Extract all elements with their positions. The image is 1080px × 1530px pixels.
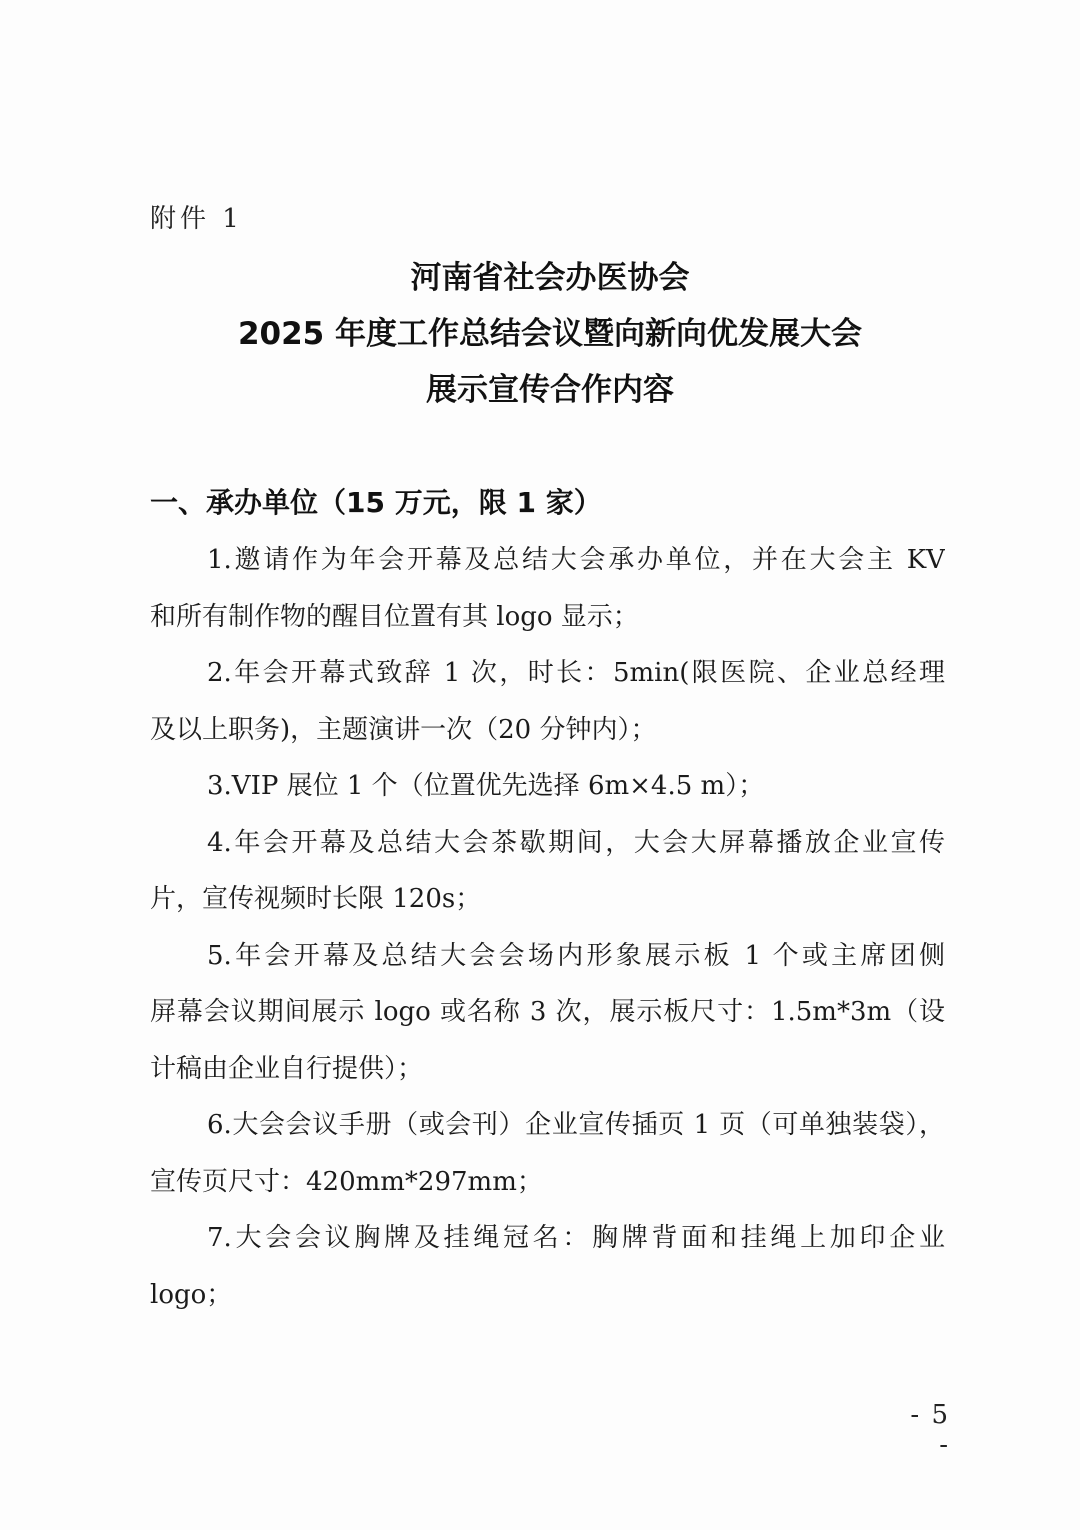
item-line: 7.大会会议胸牌及挂绳冠名：胸牌背面和挂绳上加印企业 xyxy=(207,1223,945,1253)
item-line: 计稿由企业自行提供）； xyxy=(150,1053,424,1084)
title-line-2: 2025 年度工作总结会议暨向新向优发展大会 xyxy=(237,316,863,352)
item-line: 和所有制作物的醒目位置有其 logo 显示； xyxy=(150,601,639,632)
title-line-3: 展示宣传合作内容 xyxy=(426,372,674,408)
list-item xyxy=(150,1097,945,1210)
list-item xyxy=(150,815,945,928)
list-item xyxy=(150,928,945,1098)
item-list xyxy=(150,532,945,1323)
attachment-label: 附件 1 xyxy=(150,204,243,234)
item-line: logo； xyxy=(150,1279,233,1310)
document-title xyxy=(100,250,1000,418)
title-line-1: 河南省社会办医协会 xyxy=(410,260,690,296)
item-line: 宣传页尺寸：420mm*297mm； xyxy=(150,1166,543,1197)
list-item xyxy=(150,645,945,758)
item-line: 片，宣传视频时长限 120s； xyxy=(150,884,482,914)
item-line: 1.邀请作为年会开幕及总结大会承办单位，并在大会主 KV xyxy=(207,545,945,575)
list-item xyxy=(150,758,945,815)
list-item xyxy=(150,532,945,645)
item-line: 4.年会开幕及总结大会茶歇期间，大会大屏幕播放企业宣传 xyxy=(207,827,945,858)
item-line: 及以上职务)，主题演讲一次（20 分钟内）； xyxy=(150,714,657,745)
section-heading: 一、承办单位（15 万元，限 1 家） xyxy=(150,486,602,519)
item-line: 屏幕会议期间展示 logo 或名称 3 次，展示板尺寸：1.5m*3m（设 xyxy=(150,997,945,1027)
item-line: 5.年会开幕及总结大会会场内形象展示板 1 个或主席团侧 xyxy=(207,940,945,971)
item-line: 3.VIP 展位 1 个（位置优先选择 6m×4.5 m）； xyxy=(207,771,765,801)
list-item xyxy=(150,1210,945,1323)
item-line: 6.大会会议手册（或会刊）企业宣传插页 1 页（可单独装袋）， xyxy=(207,1110,945,1140)
item-line: 2.年会开幕式致辞 1 次，时长：5min(限医院、企业总经理 xyxy=(207,658,945,688)
page-number: - 5 - xyxy=(910,1400,950,1460)
